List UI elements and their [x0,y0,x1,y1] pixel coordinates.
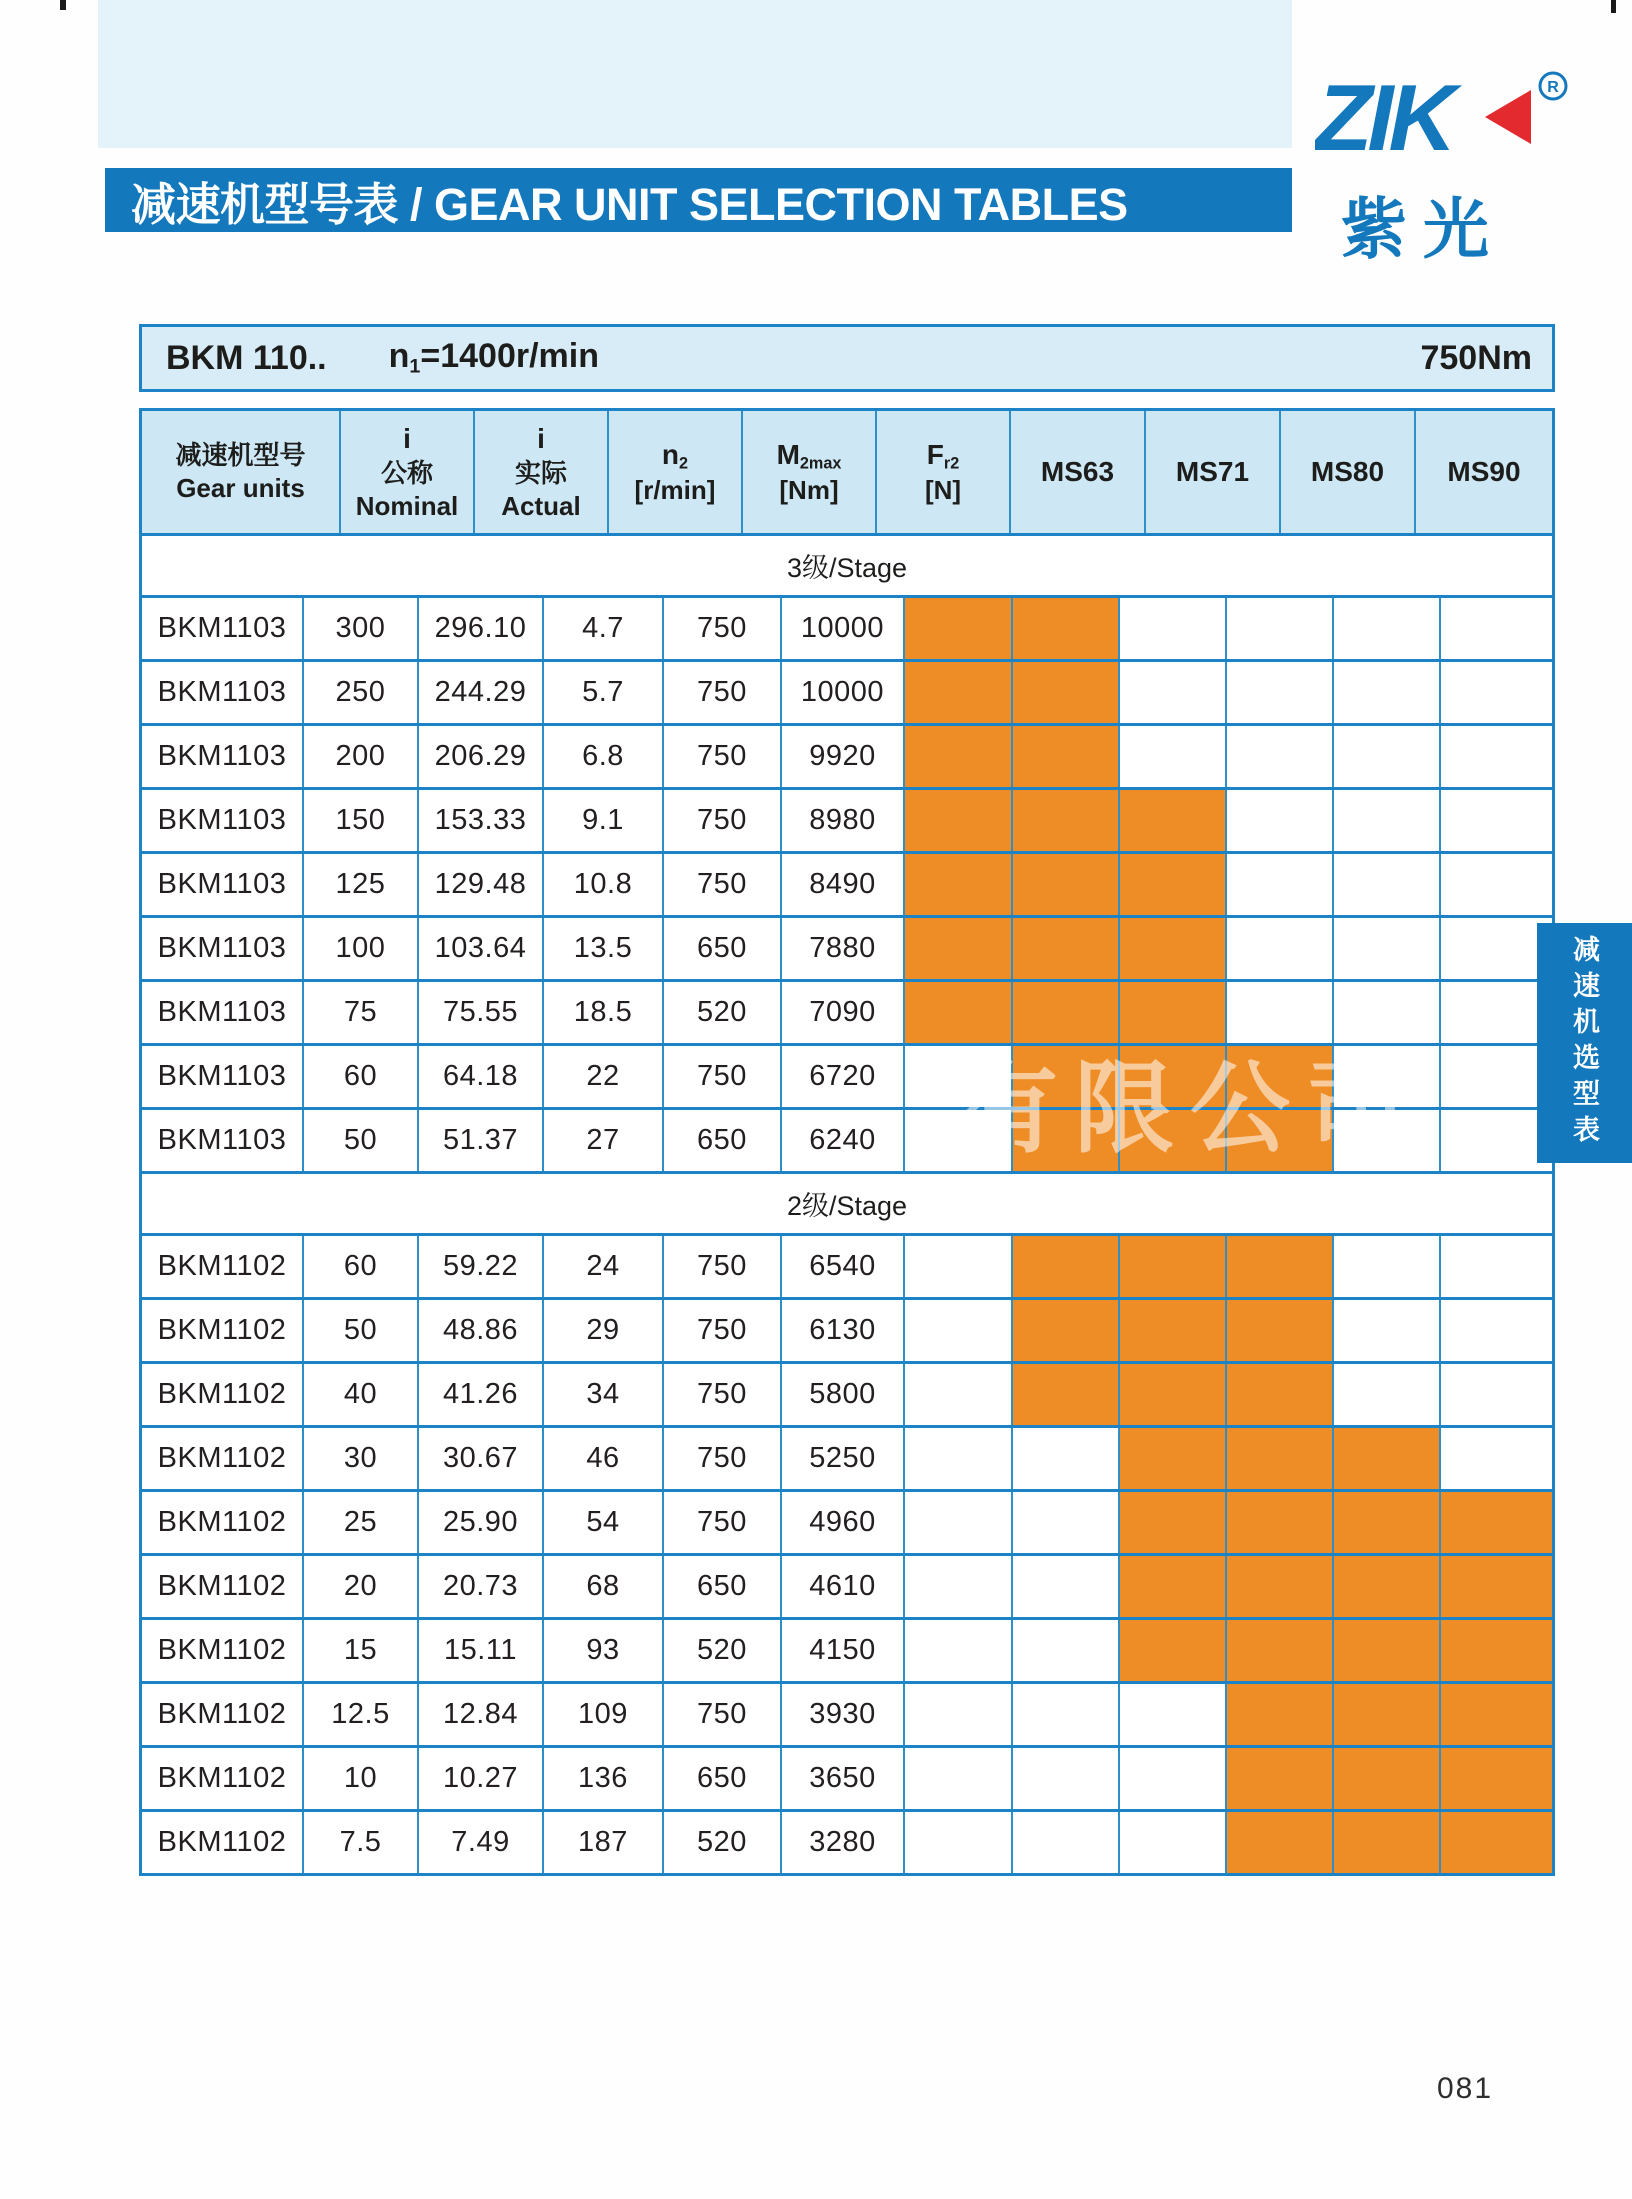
svg-text:ZIK: ZIK [1315,70,1452,170]
data-cell: BKM1103 [142,726,304,787]
title-bar [105,168,1292,232]
model-header-bar [139,324,1555,392]
input-speed: $n_1=1400r/\min$ [388,337,599,378]
table-row [142,851,1552,915]
column-header: $n_2$ [r/min] [609,411,743,533]
data-cell: BKM1102 [142,1556,304,1617]
motor-range-cell [1334,1300,1441,1361]
motor-range-cell [1013,726,1120,787]
motor-range-cell [1334,1110,1441,1171]
motor-range-cell [1227,982,1334,1043]
column-header: i 公称 Nominal [341,411,475,533]
table-row [142,915,1552,979]
motor-range-cell [1334,1236,1441,1297]
motor-range-cell [1013,1300,1120,1361]
side-tab [1537,923,1632,1163]
motor-range-cell [1227,1812,1334,1873]
motor-range-cell [1334,1492,1441,1553]
data-cell: 30.67 [419,1428,544,1489]
data-cell: 48.86 [419,1300,544,1361]
motor-range-cell [905,1300,1013,1361]
data-cell: 650 [664,1110,782,1171]
motor-range-cell [1334,1684,1441,1745]
motor-range-cell [1120,1046,1227,1107]
table-row [142,659,1552,723]
data-cell: 50 [304,1300,419,1361]
data-cell: 7.49 [419,1812,544,1873]
motor-range-cell [1120,1428,1227,1489]
data-cell: 59.22 [419,1236,544,1297]
motor-range-cell [1334,982,1441,1043]
motor-range-cell [1334,1556,1441,1617]
data-cell: 129.48 [419,854,544,915]
data-cell: 9.1 [544,790,664,851]
data-cell: BKM1102 [142,1236,304,1297]
motor-range-cell [1334,598,1441,659]
data-cell: 6.8 [544,726,664,787]
table-row [142,1233,1552,1297]
data-cell: 30 [304,1428,419,1489]
column-header: MS90 [1447,456,1521,488]
motor-range-cell [1441,726,1552,787]
column-header: MS71 [1146,411,1281,533]
motor-range-cell [1227,1684,1334,1745]
motor-range-cell [905,854,1013,915]
motor-range-cell [1013,918,1120,979]
data-cell: BKM1102 [142,1492,304,1553]
data-cell: 25 [304,1492,419,1553]
data-cell: 24 [544,1236,664,1297]
motor-range-cell [1334,1812,1441,1873]
motor-range-cell [1120,1236,1227,1297]
side-tab-label: 减速机选型表 [1569,935,1599,1151]
data-cell: 100 [304,918,419,979]
table-row [142,1043,1552,1107]
table-row [142,1809,1552,1873]
table-row [142,1425,1552,1489]
motor-range-cell [1227,854,1334,915]
data-cell: 150 [304,790,419,851]
motor-range-cell [1334,854,1441,915]
data-cell: BKM1102 [142,1620,304,1681]
data-cell: BKM1102 [142,1428,304,1489]
data-cell: 20 [304,1556,419,1617]
brand-name-cn: 紫光 [1341,192,1505,266]
data-cell: 3280 [782,1812,905,1873]
table-row [142,1361,1552,1425]
motor-range-cell [1441,598,1552,659]
data-cell: 60 [304,1236,419,1297]
registered-mark: R [1547,79,1559,96]
motor-range-cell [1120,1300,1227,1361]
data-cell: 6240 [782,1110,905,1171]
motor-range-cell [1227,1110,1334,1171]
logo-red-triangle [1485,90,1531,144]
data-cell: 4610 [782,1556,905,1617]
data-cell: 4960 [782,1492,905,1553]
stage-section-row: 3级/Stage [142,533,1552,595]
motor-range-cell [1013,1492,1120,1553]
motor-range-cell [1013,1812,1120,1873]
motor-range-cell [1013,1620,1120,1681]
motor-range-cell [1227,1236,1334,1297]
data-cell: 5800 [782,1364,905,1425]
data-cell: 13.5 [544,918,664,979]
crop-mark-left [60,0,66,10]
motor-range-cell [1227,918,1334,979]
data-cell: BKM1102 [142,1300,304,1361]
motor-range-cell [1120,1364,1227,1425]
data-cell: 650 [664,1556,782,1617]
data-cell: 6540 [782,1236,905,1297]
table-row [142,1681,1552,1745]
data-cell: BKM1102 [142,1748,304,1809]
motor-range-cell [1334,1748,1441,1809]
motor-range-cell [1334,1364,1441,1425]
column-header: 减速机型号 Gear units [142,411,341,533]
motor-range-cell [905,1492,1013,1553]
motor-range-cell [1120,1492,1227,1553]
motor-range-cell [1013,1046,1120,1107]
motor-range-cell [1441,1812,1552,1873]
motor-range-cell [1227,598,1334,659]
motor-range-cell [1120,662,1227,723]
data-cell: 10.27 [419,1748,544,1809]
data-cell: 5250 [782,1428,905,1489]
data-cell: 75 [304,982,419,1043]
data-cell: BKM1102 [142,1684,304,1745]
model-code: BKM 110.. [166,338,327,377]
data-cell: 10000 [782,662,905,723]
motor-range-cell [1120,1556,1227,1617]
data-cell: 60 [304,1046,419,1107]
column-header: MS80 [1281,411,1416,533]
motor-range-cell [1441,854,1552,915]
motor-range-cell [1013,854,1120,915]
motor-range-cell [905,662,1013,723]
data-cell: 51.37 [419,1110,544,1171]
brand-logo [1315,70,1595,266]
motor-range-cell [1120,1620,1227,1681]
motor-range-cell [1013,1684,1120,1745]
data-cell: 750 [664,1492,782,1553]
motor-range-cell [905,918,1013,979]
data-cell: 750 [664,1046,782,1107]
data-cell: 750 [664,854,782,915]
data-cell: 75.55 [419,982,544,1043]
watermark-text: 有限公司 [958,1053,1422,1165]
motor-range-cell [1120,1110,1227,1171]
motor-range-cell [1227,1492,1334,1553]
motor-range-cell [905,1684,1013,1745]
column-header: $M_{2max}$ [Nm] [743,411,877,533]
data-cell: 520 [664,982,782,1043]
column-header: i 实际 Actual [475,411,609,533]
motor-range-cell [1441,1684,1552,1745]
motor-range-cell [1227,1428,1334,1489]
data-cell: 93 [544,1620,664,1681]
motor-range-cell [905,982,1013,1043]
data-cell: 20.73 [419,1556,544,1617]
motor-range-cell [905,1110,1013,1171]
motor-range-cell [905,1428,1013,1489]
data-cell: 750 [664,790,782,851]
crop-mark-right [1611,0,1616,13]
data-cell: 750 [664,1364,782,1425]
data-cell: 15.11 [419,1620,544,1681]
data-cell: 750 [664,598,782,659]
data-cell: 64.18 [419,1046,544,1107]
data-cell: 7090 [782,982,905,1043]
data-cell: 34 [544,1364,664,1425]
motor-range-cell [905,1236,1013,1297]
data-cell: 10 [304,1748,419,1809]
table-row [142,1489,1552,1553]
data-cell: 4150 [782,1620,905,1681]
motor-range-cell [1441,1620,1552,1681]
motor-range-cell [905,790,1013,851]
motor-range-cell [905,1556,1013,1617]
data-cell: 46 [544,1428,664,1489]
motor-range-cell [1227,1046,1334,1107]
table-row [142,1617,1552,1681]
motor-range-cell [1013,790,1120,851]
motor-range-cell [1441,1236,1552,1297]
data-cell: 8980 [782,790,905,851]
data-cell: 5.7 [544,662,664,723]
zik-logo-icon [1315,70,1577,170]
data-cell: 7.5 [304,1812,419,1873]
data-cell: 12.84 [419,1684,544,1745]
data-cell: 6130 [782,1300,905,1361]
column-header: $F_{r2}$ [N] [877,411,1011,533]
motor-range-cell [1120,1812,1227,1873]
motor-range-cell [1013,1556,1120,1617]
data-cell: 7880 [782,918,905,979]
data-cell: 103.64 [419,918,544,979]
data-cell: 50 [304,1110,419,1171]
motor-range-cell [1441,1046,1552,1107]
motor-range-cell [1227,1620,1334,1681]
motor-range-cell [905,726,1013,787]
motor-range-cell [1013,1236,1120,1297]
motor-range-cell [1441,1364,1552,1425]
data-cell: 136 [544,1748,664,1809]
motor-range-cell [1441,1556,1552,1617]
data-cell: 29 [544,1300,664,1361]
motor-range-cell [1013,598,1120,659]
data-cell: 520 [664,1812,782,1873]
motor-range-cell [1120,1684,1227,1745]
data-cell: BKM1103 [142,598,304,659]
table-row [142,595,1552,659]
data-cell: 250 [304,662,419,723]
motor-range-cell [1441,918,1552,979]
motor-range-cell [1334,1620,1441,1681]
stage-section-row: 2级/Stage [142,1171,1552,1233]
data-cell: 750 [664,1684,782,1745]
data-cell: BKM1103 [142,918,304,979]
motor-range-cell [1120,982,1227,1043]
data-cell: 54 [544,1492,664,1553]
data-cell: 206.29 [419,726,544,787]
motor-range-cell [1334,790,1441,851]
data-cell: 750 [664,662,782,723]
motor-range-cell [1120,918,1227,979]
data-cell: 3930 [782,1684,905,1745]
motor-range-cell [1227,1556,1334,1617]
data-cell: 109 [544,1684,664,1745]
data-cell: 25.90 [419,1492,544,1553]
column-header: MS63 [1011,411,1146,533]
top-light-panel [98,0,1292,148]
motor-range-cell [905,1046,1013,1107]
motor-range-cell [1334,918,1441,979]
motor-range-cell [1227,790,1334,851]
data-cell: 8490 [782,854,905,915]
motor-range-cell [1441,790,1552,851]
motor-range-cell [1013,1110,1120,1171]
motor-range-cell [1334,662,1441,723]
data-cell: 10000 [782,598,905,659]
motor-range-cell [1441,1428,1552,1489]
motor-range-cell [1120,1748,1227,1809]
motor-range-cell [1441,982,1552,1043]
motor-range-cell [1227,1748,1334,1809]
page-number: 081 [1437,2072,1494,2105]
data-cell: BKM1103 [142,662,304,723]
data-cell: 153.33 [419,790,544,851]
data-cell: BKM1103 [142,790,304,851]
motor-range-cell [1441,662,1552,723]
data-cell: 12.5 [304,1684,419,1745]
motor-range-cell [1441,1300,1552,1361]
motor-range-cell [1120,790,1227,851]
data-cell: 22 [544,1046,664,1107]
data-cell: BKM1103 [142,1110,304,1171]
data-cell: 750 [664,726,782,787]
data-cell: 650 [664,1748,782,1809]
table-row [142,1745,1552,1809]
table-row [142,1553,1552,1617]
data-cell: 18.5 [544,982,664,1043]
motor-range-cell [1013,662,1120,723]
data-cell: 68 [544,1556,664,1617]
table-row [142,1107,1552,1171]
table-row [142,1297,1552,1361]
motor-range-cell [1227,1300,1334,1361]
data-cell: BKM1102 [142,1812,304,1873]
motor-range-cell [1441,1748,1552,1809]
data-cell: BKM1103 [142,854,304,915]
data-cell: 3650 [782,1748,905,1809]
motor-range-cell [1013,1428,1120,1489]
data-cell: 125 [304,854,419,915]
data-cell: 296.10 [419,598,544,659]
motor-range-cell [905,1812,1013,1873]
table-row [142,723,1552,787]
motor-range-cell [1334,1428,1441,1489]
motor-range-cell [905,1620,1013,1681]
motor-range-cell [905,598,1013,659]
motor-range-cell [1013,982,1120,1043]
data-cell: BKM1103 [142,1046,304,1107]
motor-range-cell [1227,662,1334,723]
data-cell: 650 [664,918,782,979]
data-cell: 27 [544,1110,664,1171]
motor-range-cell [1120,854,1227,915]
motor-range-cell [1334,726,1441,787]
data-cell: BKM1102 [142,1364,304,1425]
data-cell: 520 [664,1620,782,1681]
data-cell: 10.8 [544,854,664,915]
data-cell: 4.7 [544,598,664,659]
data-cell: 200 [304,726,419,787]
data-cell: 41.26 [419,1364,544,1425]
motor-range-cell [1227,726,1334,787]
data-cell: 15 [304,1620,419,1681]
data-cell: BKM1103 [142,982,304,1043]
motor-range-cell [1441,1492,1552,1553]
motor-range-cell [1441,1110,1552,1171]
motor-range-cell [1013,1364,1120,1425]
data-cell: 300 [304,598,419,659]
torque-rating: 750Nm [1420,338,1532,377]
data-cell: 750 [664,1236,782,1297]
motor-range-cell [1013,1748,1120,1809]
motor-range-cell [905,1364,1013,1425]
data-cell: 750 [664,1428,782,1489]
table-header-row [142,411,1552,533]
data-cell: 40 [304,1364,419,1425]
data-cell: 750 [664,1300,782,1361]
table-row [142,979,1552,1043]
motor-range-cell [905,1748,1013,1809]
selection-table [139,408,1555,1876]
motor-range-cell [1227,1364,1334,1425]
data-cell: 187 [544,1812,664,1873]
motor-range-cell [1120,598,1227,659]
motor-range-cell [1120,726,1227,787]
data-cell: 9920 [782,726,905,787]
table-row [142,787,1552,851]
data-cell: 6720 [782,1046,905,1107]
page-title: 减速机型号表 / GEAR UNIT SELECTION TABLES [131,178,1128,230]
data-cell: 244.29 [419,662,544,723]
motor-range-cell [1334,1046,1441,1107]
